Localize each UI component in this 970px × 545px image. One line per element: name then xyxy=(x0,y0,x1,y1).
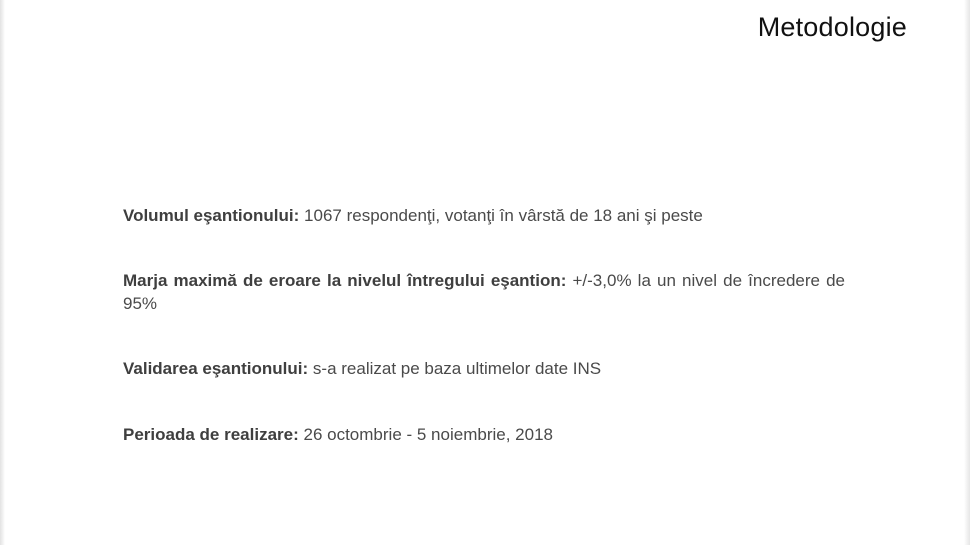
fieldwork-period-label: Perioada de realizare: xyxy=(123,425,299,444)
fieldwork-period-item xyxy=(123,423,845,446)
sample-validation-text: s-a realizat pe baza ultimelor date INS xyxy=(312,359,602,378)
sample-validation-item xyxy=(123,357,845,380)
sample-size-item xyxy=(123,204,845,227)
sample-validation-label: Validarea eşantionului: xyxy=(123,359,309,378)
margin-of-error-label: Marja maximă de eroare la nivelul întregului eşantion: xyxy=(123,271,567,290)
page-edge-left xyxy=(0,0,5,545)
methodology-list xyxy=(123,204,845,446)
margin-of-error-text: +/-3,0% la un nivel de încredere de 95% xyxy=(123,271,845,313)
page-edge-right xyxy=(964,0,970,545)
sample-size-label: Volumul eşantionului: xyxy=(123,206,300,225)
margin-of-error-item xyxy=(123,269,845,315)
slide-title: Metodologie xyxy=(757,12,907,42)
fieldwork-period-text: 26 octombrie - 5 noiembrie, 2018 xyxy=(303,425,553,444)
sample-size-text: 1067 respondenţi, votanţi în vârstă de 18 ani şi peste xyxy=(304,206,703,225)
